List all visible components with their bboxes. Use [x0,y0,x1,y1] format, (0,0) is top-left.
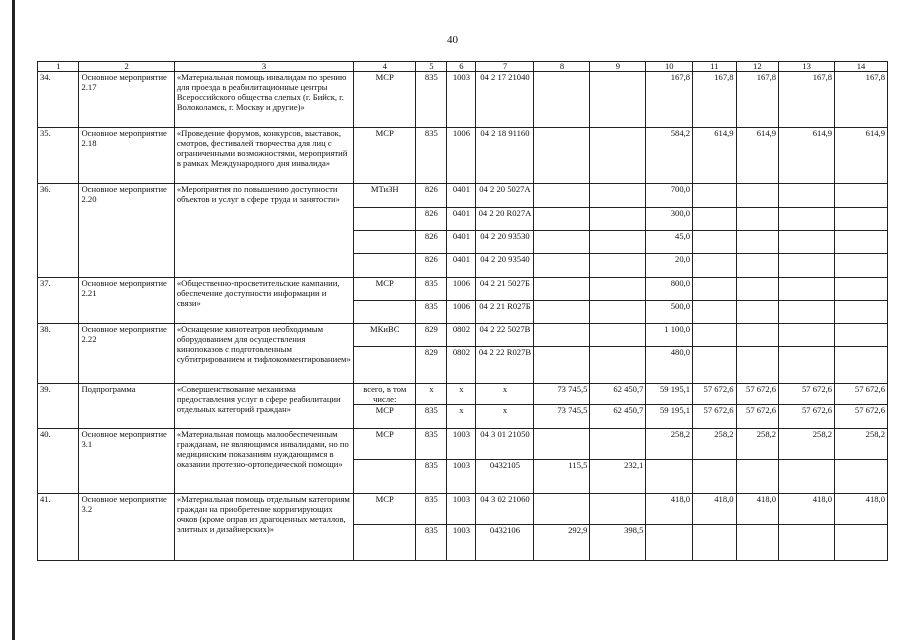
amount-cell: 59 195,1 [646,384,693,405]
table-row [38,494,888,525]
grbs-code-cell: 835 [416,72,447,128]
event-type-cell: Основное мероприятие 2.18 [79,128,174,184]
amount-cell: 258,2 [835,429,888,460]
table-row [38,429,888,460]
executor-cell [354,460,416,494]
event-type-cell: Подпрограмма [79,384,174,429]
event-type-cell: Основное мероприятие 2.20 [79,184,174,278]
amount-cell: 57 672,6 [693,405,737,429]
executor-cell [354,301,416,324]
executor-cell: МСР [354,278,416,301]
amount-cell: 398,5 [590,525,646,561]
event-name-cell: «Совершенствование механизма предоставления услуг в сфере реабилитации отдельных категорий граждан» [174,384,353,429]
row-number-cell: 39. [38,384,79,429]
section-code-cell: х [447,384,476,405]
executor-cell: МКиВС [354,324,416,347]
amount-cell: 300,0 [646,208,693,231]
section-code-cell: 0802 [447,324,476,347]
grbs-code-cell: 835 [416,460,447,494]
executor-cell [354,231,416,254]
amount-cell: 115,5 [534,460,590,494]
amount-cell [779,184,835,208]
grbs-code-cell: 826 [416,254,447,278]
executor-cell [354,208,416,231]
amount-cell: 57 672,6 [835,384,888,405]
amount-cell [835,347,888,384]
executor-cell [354,525,416,561]
grbs-code-cell: 835 [416,494,447,525]
amount-cell: 57 672,6 [736,384,779,405]
table-row [38,384,888,405]
amount-cell [534,231,590,254]
amount-cell [736,254,779,278]
event-type-cell: Основное мероприятие 3.2 [79,494,174,561]
row-number-cell: 36. [38,184,79,278]
event-name-cell: «Общественно-просветительские кампании, обеспечение доступности информации и связи» [174,278,353,324]
amount-cell: 167,8 [693,72,737,128]
target-item-code-cell: 04 2 20 93530 [476,231,534,254]
executor-cell [354,347,416,384]
amount-cell [779,324,835,347]
amount-cell [590,208,646,231]
amount-cell [736,525,779,561]
amount-cell [693,254,737,278]
amount-cell [779,525,835,561]
col-header: 3 [174,62,353,72]
amount-cell: 167,8 [736,72,779,128]
amount-cell [534,254,590,278]
amount-cell [534,128,590,184]
grbs-code-cell: 835 [416,301,447,324]
amount-cell [590,254,646,278]
row-number-cell: 37. [38,278,79,324]
target-item-code-cell: х [476,384,534,405]
target-item-code-cell: 04 2 20 5027А [476,184,534,208]
row-number-cell: 34. [38,72,79,128]
target-item-code-cell: 04 2 20 93540 [476,254,534,278]
target-item-code-cell: 04 3 01 21050 [476,429,534,460]
amount-cell [779,460,835,494]
target-item-code-cell: 04 2 20 R027А [476,208,534,231]
section-code-cell: 0401 [447,231,476,254]
target-item-code-cell: 04 2 22 R027В [476,347,534,384]
amount-cell: 45,0 [646,231,693,254]
col-header: 10 [646,62,693,72]
amount-cell [779,231,835,254]
amount-cell: 62 450,7 [590,405,646,429]
amount-cell: 258,2 [736,429,779,460]
amount-cell [534,208,590,231]
amount-cell [736,347,779,384]
amount-cell: 418,0 [693,494,737,525]
amount-cell: 57 672,6 [779,384,835,405]
amount-cell [534,324,590,347]
section-code-cell: 1006 [447,128,476,184]
target-item-code-cell: 0432106 [476,525,534,561]
executor-cell: МСР [354,494,416,525]
table-row [38,184,888,208]
col-header: 5 [416,62,447,72]
amount-cell [736,278,779,301]
amount-cell: 292,9 [534,525,590,561]
section-code-cell: 0802 [447,347,476,384]
amount-cell: 73 745,5 [534,405,590,429]
col-header: 8 [534,62,590,72]
amount-cell: 584,2 [646,128,693,184]
event-type-cell: Основное мероприятие 2.21 [79,278,174,324]
amount-cell [590,278,646,301]
section-code-cell: 0401 [447,208,476,231]
amount-cell [693,460,737,494]
executor-cell: МСР [354,72,416,128]
amount-cell [590,184,646,208]
amount-cell: 167,8 [646,72,693,128]
amount-cell: 480,0 [646,347,693,384]
amount-cell: 418,0 [779,494,835,525]
grbs-code-cell: 835 [416,278,447,301]
col-header: 1 [38,62,79,72]
amount-cell [693,278,737,301]
amount-cell [693,347,737,384]
executor-cell [354,254,416,278]
amount-cell: 232,1 [590,460,646,494]
amount-cell [736,231,779,254]
event-name-cell: «Материальная помощь инвалидам по зрению для проезда в реабилитационные центры Всероссийского общества слепых (г. Бийск, г. Волоколамск, г. Москву и другие)» [174,72,353,128]
grbs-code-cell: 835 [416,128,447,184]
table-row [38,72,888,128]
grbs-code-cell: 829 [416,324,447,347]
amount-cell [779,208,835,231]
event-name-cell: «Материальная помощь отдельным категориям граждан на приобретение корригирующих очков (кроме оправ из драгоценных металлов, элитных и дизайнерских)» [174,494,353,561]
amount-cell: 258,2 [779,429,835,460]
scan-edge-bar [12,0,15,640]
section-code-cell: 1003 [447,429,476,460]
amount-cell: 57 672,6 [736,405,779,429]
section-code-cell: 1003 [447,525,476,561]
section-code-cell: 0401 [447,184,476,208]
amount-cell [693,184,737,208]
col-header: 14 [835,62,888,72]
target-item-code-cell: 0432105 [476,460,534,494]
amount-cell [590,301,646,324]
amount-cell [835,301,888,324]
amount-cell [736,184,779,208]
amount-cell [590,231,646,254]
grbs-code-cell: 835 [416,429,447,460]
table-row [38,324,888,347]
section-code-cell: 1003 [447,460,476,494]
amount-cell: 500,0 [646,301,693,324]
event-type-cell: Основное мероприятие 2.22 [79,324,174,384]
amount-cell [835,278,888,301]
col-header: 6 [447,62,476,72]
amount-cell [693,208,737,231]
col-header: 13 [779,62,835,72]
amount-cell [534,494,590,525]
amount-cell [693,525,737,561]
amount-cell: 62 450,7 [590,384,646,405]
amount-cell [779,301,835,324]
amount-cell [646,525,693,561]
row-number-cell: 40. [38,429,79,494]
amount-cell: 167,8 [835,72,888,128]
event-name-cell: «Материальная помощь малообеспеченным гражданам, не являющимся инвалидами, но по медицинским показаниям нуждающимся в оказании протезно-ортопедической помощи» [174,429,353,494]
section-code-cell: 1003 [447,494,476,525]
target-item-code-cell: х [476,405,534,429]
amount-cell [736,301,779,324]
amount-cell [693,324,737,347]
amount-cell: 20,0 [646,254,693,278]
amount-cell [534,72,590,128]
target-item-code-cell: 04 2 21 R027Б [476,301,534,324]
grbs-code-cell: 826 [416,208,447,231]
grbs-code-cell: 829 [416,347,447,384]
grbs-code-cell: 835 [416,405,447,429]
table-row [38,278,888,301]
amount-cell: 418,0 [646,494,693,525]
amount-cell [736,324,779,347]
grbs-code-cell: 835 [416,525,447,561]
section-code-cell: х [447,405,476,429]
amount-cell [534,278,590,301]
amount-cell [693,231,737,254]
amount-cell [835,231,888,254]
amount-cell [835,525,888,561]
amount-cell: 418,0 [736,494,779,525]
grbs-code-cell: 826 [416,184,447,208]
col-header: 11 [693,62,737,72]
grbs-code-cell: х [416,384,447,405]
target-item-code-cell: 04 2 22 5027В [476,324,534,347]
amount-cell [590,72,646,128]
amount-cell [534,301,590,324]
amount-cell: 73 745,5 [534,384,590,405]
amount-cell [835,208,888,231]
amount-cell: 258,2 [693,429,737,460]
col-header: 2 [79,62,174,72]
amount-cell: 418,0 [835,494,888,525]
program-table [37,61,888,561]
section-code-cell: 0401 [447,254,476,278]
section-code-cell: 1006 [447,278,476,301]
amount-cell [779,254,835,278]
amount-cell: 57 672,6 [779,405,835,429]
row-number-cell: 41. [38,494,79,561]
amount-cell: 614,9 [835,128,888,184]
amount-cell [534,347,590,384]
executor-cell: всего, в том числе: [354,384,416,405]
section-code-cell: 1006 [447,301,476,324]
target-item-code-cell: 04 2 17 21040 [476,72,534,128]
amount-cell [835,460,888,494]
amount-cell: 258,2 [646,429,693,460]
amount-cell [736,208,779,231]
amount-cell [779,347,835,384]
amount-cell [646,460,693,494]
amount-cell: 59 195,1 [646,405,693,429]
amount-cell [590,128,646,184]
table-row [38,128,888,184]
amount-cell [736,460,779,494]
amount-cell [590,494,646,525]
col-header: 12 [736,62,779,72]
amount-cell: 800,0 [646,278,693,301]
amount-cell: 1 100,0 [646,324,693,347]
table-body [38,72,888,561]
amount-cell: 57 672,6 [835,405,888,429]
amount-cell: 57 672,6 [693,384,737,405]
amount-cell [835,184,888,208]
executor-cell: МСР [354,429,416,460]
event-type-cell: Основное мероприятие 3.1 [79,429,174,494]
page-number: 40 [447,34,458,46]
col-header: 7 [476,62,534,72]
target-item-code-cell: 04 3 02 21060 [476,494,534,525]
amount-cell: 614,9 [693,128,737,184]
target-item-code-cell: 04 2 21 5027Б [476,278,534,301]
executor-cell: МСР [354,405,416,429]
event-name-cell: «Оснащение кинотеатров необходимым оборудованием для осуществления кинопоказов с подготовленным субтитрированием и тифлокомментированием» [174,324,353,384]
amount-cell [693,301,737,324]
executor-cell: МСР [354,128,416,184]
amount-cell [534,429,590,460]
col-header: 4 [354,62,416,72]
executor-cell: МТиЗН [354,184,416,208]
target-item-code-cell: 04 2 18 91160 [476,128,534,184]
amount-cell: 614,9 [779,128,835,184]
amount-cell: 167,8 [779,72,835,128]
amount-cell [590,324,646,347]
amount-cell [779,278,835,301]
event-name-cell: «Проведение форумов, конкурсов, выставок, смотров, фестивалей творчества для лиц с ограниченными возможностями, мероприятий в рамках Международного дня инвалида» [174,128,353,184]
amount-cell [534,184,590,208]
grbs-code-cell: 826 [416,231,447,254]
amount-cell: 700,0 [646,184,693,208]
event-type-cell: Основное мероприятие 2.17 [79,72,174,128]
header-row [38,62,888,72]
section-code-cell: 1003 [447,72,476,128]
event-name-cell: «Мероприятия по повышению доступности объектов и услуг в сфере труда и занятости» [174,184,353,278]
amount-cell [835,324,888,347]
row-number-cell: 35. [38,128,79,184]
amount-cell [590,429,646,460]
col-header: 9 [590,62,646,72]
row-number-cell: 38. [38,324,79,384]
amount-cell: 614,9 [736,128,779,184]
amount-cell [835,254,888,278]
amount-cell [590,347,646,384]
